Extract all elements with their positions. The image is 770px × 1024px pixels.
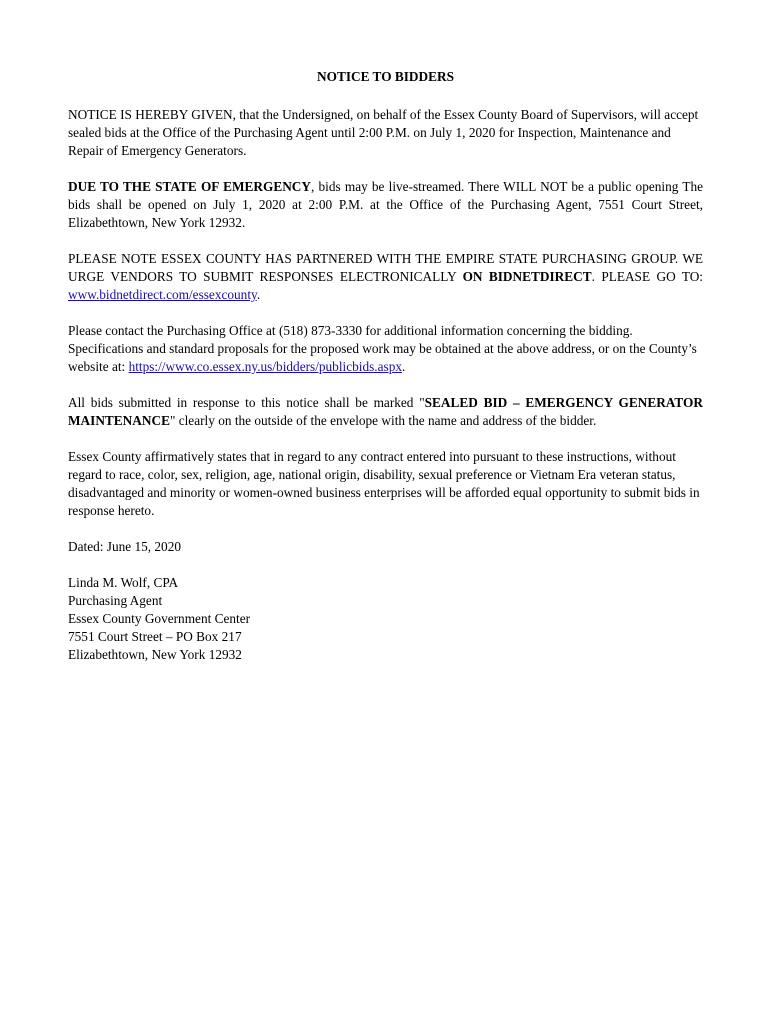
bidnetdirect-period: . [256, 287, 261, 302]
contact-period: . [402, 359, 406, 374]
paragraph-sealed-bid [68, 394, 703, 430]
sealed-bid-rest: " clearly on the outside of the envelope with the name and address of the bidder. [169, 413, 597, 428]
notice-title: NOTICE TO BIDDERS [317, 69, 454, 84]
paragraph-equal-opportunity: Essex County affirmatively states that in regard to any contract entered into pursuant to these instructions, without regard to race, color, sex, religion, age, national origin, disability, sexual preference or Vietnam Era veteran status, disadvantaged and minority or women-owned business enterprises will be afforded equal opportunity to submit bids in response hereto. [68, 449, 700, 518]
state-of-emergency-text: , bids may be live-streamed. There WILL NOT be a public opening The bids shall be opened on July 1, 2020 at 2:00 P.M. at the Office of the Purchasing Agent, 7551 Court Street, Elizabethtown, New York 12932. [68, 179, 703, 230]
signer-role: Purchasing Agent [68, 593, 163, 608]
state-of-emergency-heading: DUE TO THE STATE OF EMERGENCY [68, 179, 312, 194]
bidnetdirect-emphasis: ON BIDNETDIRECT [462, 269, 592, 284]
bidnetdirect-text: PLEASE NOTE ESSEX COUNTY HAS PARTNERED WITH THE EMPIRE STATE PURCHASING GROUP. WE URGE VENDORS TO SUBMIT RESPONSES ELECTRONICALLY [68, 251, 703, 284]
paragraph-state-of-emergency [68, 178, 703, 232]
sealed-bid-text: All bids submitted in response to this notice shall be marked " [68, 395, 425, 410]
paragraph-contact [68, 322, 703, 376]
sealed-bid-marking: SEALED BID – EMERGENCY GENERATOR MAINTENANCE [68, 395, 703, 428]
bidnetdirect-link[interactable]: www.bidnetdirect.com/essexcounty [68, 287, 257, 302]
dated-line: Dated: June 15, 2020 [68, 539, 182, 554]
paragraph-bidnetdirect [68, 250, 703, 304]
signer-name: Linda M. Wolf, CPA [68, 575, 179, 590]
signer-organization: Essex County Government Center [68, 611, 251, 626]
paragraph-notice-given: NOTICE IS HEREBY GIVEN, that the Undersigned, on behalf of the Essex County Board of Supervisors, will accept sealed bids at the Office of the Purchasing Agent until 2:00 P.M. on July 1, 2020 for Inspection, Maintenance and Repair of Emergency Generators. [68, 107, 699, 158]
signature-block [68, 574, 703, 664]
contact-text: Please contact the Purchasing Office at (518) 873-3330 for additional information concerning the bidding. Specifications and standard proposals for the proposed work may be obtained at the above address, or on the County’s website at: [68, 323, 697, 374]
signer-city: Elizabethtown, New York 12932 [68, 647, 242, 662]
county-website-link[interactable]: https://www.co.essex.ny.us/bidders/publicbids.aspx [128, 359, 402, 374]
signer-street: 7551 Court Street – PO Box 217 [68, 629, 242, 644]
bidnetdirect-goto-text: . PLEASE GO TO: [591, 269, 703, 284]
notice-body [68, 68, 703, 664]
